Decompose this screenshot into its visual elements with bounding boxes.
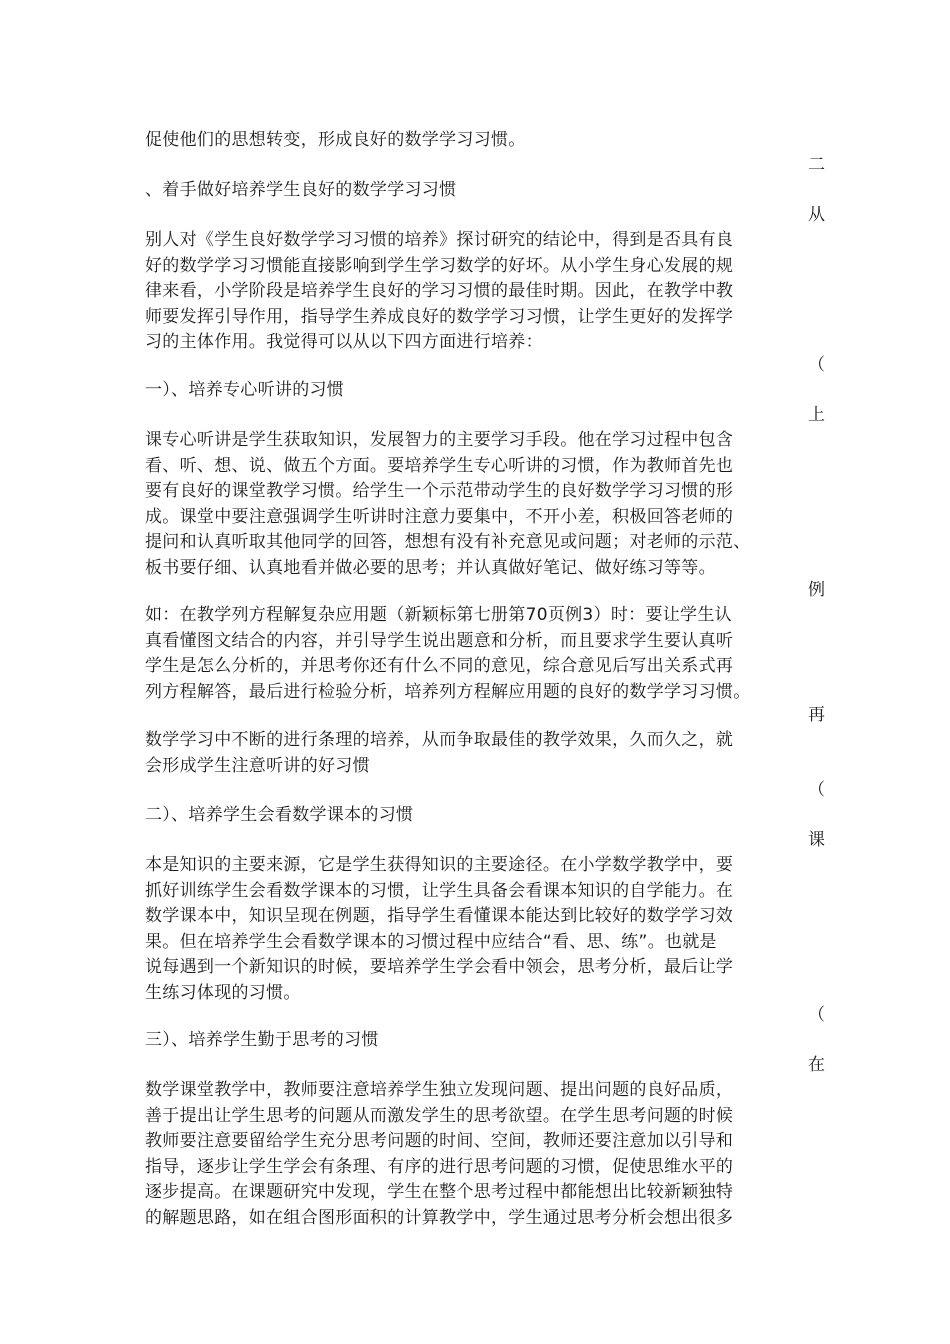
text-line: 果。但在培养学生会看数学课本的习惯过程中应结合“看、思、练”。也就是 (145, 931, 717, 952)
section-heading-2 (145, 178, 825, 204)
text-line: 善于提出让学生思考的问题从而激发学生的思考欲望。在学生思考问题的时候 (145, 1105, 734, 1126)
paragraph-thinking (145, 1078, 825, 1231)
paragraph-research-intro (145, 228, 825, 356)
text-line: 别人对《学生良好数学学习习惯的培养》探讨研究的结论中，得到是否具有良 (145, 230, 734, 250)
paragraph-example (145, 603, 825, 705)
paragraph-listening (145, 428, 825, 581)
text-line: 生练习体现的习惯。 (145, 982, 301, 1003)
text-line: 师要发挥引导作用，指导学生养成良好的数学学习习惯，让学生更好的发挥学 (145, 306, 734, 327)
paragraph-listening-summary (145, 728, 825, 779)
text-line: 数学课本中，知识呈现在例题，指导学生看懂课本能达到比较好的数学学习效 (145, 906, 734, 926)
text-line: 好的数学学习习惯能直接影响到学生学习数学的好坏。从小学生身心发展的规 (145, 255, 734, 276)
text-line: 列方程解答，最后进行检验分析，培养列方程解应用题的良好的数学学习习惯。 (145, 681, 751, 702)
text-line: 指导，逐步让学生学会有条理、有序的进行思考问题的习惯，促使思维水平的 (145, 1156, 734, 1177)
text-line: 习的主体作用。我觉得可以从以下四方面进行培养： (145, 332, 543, 352)
text-line: 板书要仔细、认真地看并做必要的思考；并认真做好笔记、做好练习等等。 (145, 557, 716, 578)
text-line: 要有良好的课堂教学习惯。给学生一个示范带动学生的良好数学学习习惯的形 (145, 481, 734, 501)
text-line: 看、听、想、说、做五个方面。要培养学生专心听讲的习惯，作为教师首先也 (145, 455, 734, 476)
text-line: 数学课堂教学中，教师要注意培养学生独立发现问题、提出问题的良好品质， (145, 1080, 734, 1100)
line-fragment-li: 例 (808, 580, 825, 600)
line-fragment-paren-3: （ (808, 1005, 825, 1025)
text-line: 逐步提高。在课题研究中发现，学生在整个思考过程中都能想出比较新颖独特 (145, 1182, 734, 1202)
text-line: 促使他们的思想转变，形成良好的数学学习习惯。 (145, 130, 526, 150)
text-line: 二）、培养学生会看数学课本的习惯 (145, 805, 414, 825)
text-line: 数学学习中不断的进行条理的培养，从而争取最佳的教学效果，久而久之，就 (145, 730, 734, 750)
paragraph-textbook (145, 853, 825, 1006)
text-line: 会形成学生注意听讲的好习惯 (145, 755, 370, 776)
text-line: 课专心听讲是学生获取知识，发展智力的主要学习手段。他在学习过程中包含 (145, 430, 734, 450)
text-line: 教师要注意要留给学生充分思考问题的时间、空间，教师还要注意加以引导和 (145, 1131, 734, 1151)
line-fragment-er: 二 (808, 155, 825, 175)
text-line: 学生是怎么分析的，并思考你还有什么不同的意见，综合意见后写出关系式再 (145, 656, 734, 676)
line-fragment-zai: 再 (808, 705, 825, 725)
text-line: 说每遇到一个新知识的时候，要培养学生学会看中领会，思考分析，最后让学 (145, 957, 734, 977)
line-fragment-zai-2: 在 (808, 1055, 825, 1075)
paragraph-intro-tail (145, 128, 825, 154)
text-line: 成。课堂中要注意强调学生听讲时注意力要集中，不开小差，积极回答老师的 (145, 506, 734, 527)
text-line: 真看懂图文结合的内容，并引导学生说出题意和分析，而且要求学生要认真听 (145, 630, 734, 651)
line-fragment-ke: 课 (808, 830, 825, 850)
text-line: 一）、培养专心听讲的习惯 (145, 380, 345, 400)
subheading-2 (145, 803, 825, 829)
text-line: 三）、培养学生勤于思考的习惯 (145, 1030, 379, 1050)
text-line: 提问和认真听取其他同学的回答，想想有没有补充意见或问题；对老师的示范、 (145, 532, 751, 552)
subheading-3 (145, 1028, 825, 1054)
line-fragment-shang: 上 (808, 405, 825, 425)
line-fragment-paren-2: （ (808, 780, 825, 800)
line-fragment-paren-1: （ (808, 355, 825, 375)
text-line: 本是知识的主要来源，它是学生获得知识的主要途径。在小学数学教学中，要 (145, 855, 734, 875)
text-line: 律来看，小学阶段是培养学生良好的学习习惯的最佳时期。因此，在教学中教 (145, 281, 734, 301)
text-line: 抓好训练学生会看数学课本的习惯，让学生具备会看课本知识的自学能力。在 (145, 880, 734, 901)
line-fragment-cong: 从 (808, 205, 825, 225)
text-line: 的解题思路，如在组合图形面积的计算教学中，学生通过思考分析会想出很多 (145, 1207, 734, 1228)
text-line: 、着手做好培养学生良好的数学学习习惯 (145, 180, 457, 200)
subheading-1 (145, 378, 825, 404)
text-line: 如：在教学列方程解复杂应用题（新颖标第七册第70页例3）时：要让学生认 (145, 605, 732, 625)
